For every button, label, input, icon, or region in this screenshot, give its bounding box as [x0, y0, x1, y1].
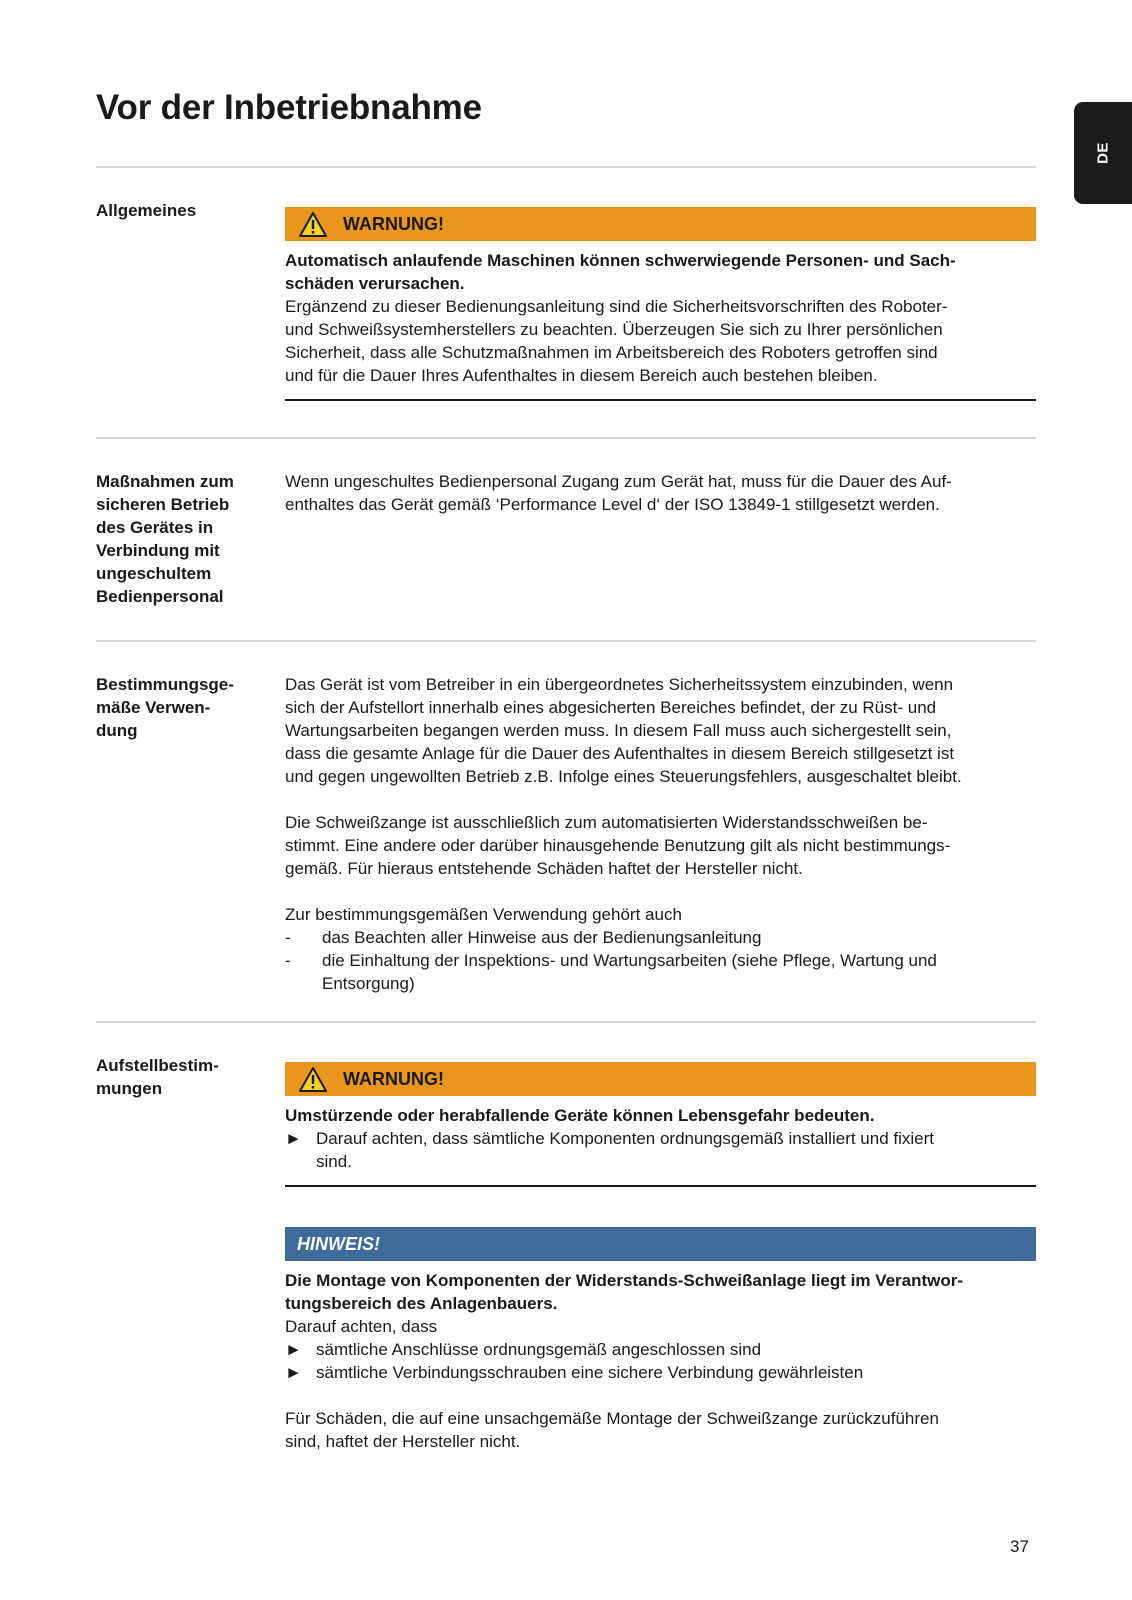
body-text: enthaltes das Gerät gemäß ‘Performance Level d‘ der ISO 13849-1 stillgesetzt werden.: [285, 495, 940, 514]
label-line: Verbindung mit: [96, 541, 220, 560]
note-headline: tungsbereich des Anlagenbauers.: [285, 1294, 558, 1313]
note-headline: Die Montage von Komponenten der Widerstands-Schweißanlage liegt im Verantwor-: [285, 1271, 964, 1290]
section-allgemeines: [285, 207, 1036, 401]
warning-text: und für die Dauer Ihres Aufenthaltes in diesem Bereich auch bestehen bleiben.: [285, 366, 878, 385]
body-text: Wartungsarbeiten begangen werden muss. In diesem Fall muss auch sichergestellt sein,: [285, 721, 952, 740]
note-text: Für Schäden, die auf eine unsachgemäße Montage der Schweißzange zurückzuführen: [285, 1409, 939, 1428]
warning-text: Sicherheit, dass alle Schutzmaßnahmen im Arbeitsbereich des Roboters getroffen sind: [285, 343, 938, 362]
arrow-right-icon: ►: [285, 1363, 302, 1382]
step-item-continued: [285, 1150, 1036, 1173]
warning-headline: schäden verursachen.: [285, 274, 465, 293]
warning-triangle-icon: [289, 211, 337, 238]
label-line: mungen: [96, 1079, 163, 1098]
label-line: Bedienpersonal: [96, 587, 224, 606]
list-item-text: das Beachten aller Hinweise aus der Bedienungsanleitung: [322, 928, 762, 947]
warning-label: WARNUNG!: [343, 1068, 444, 1089]
body-text: dass die gesamte Anlage für die Dauer des Aufenthaltes in diesem Bereich stillgesetzt ist: [285, 744, 955, 763]
step-item: [285, 1338, 1036, 1361]
step-text: sind.: [316, 1152, 352, 1171]
list-marker: -: [285, 928, 291, 947]
warning-bar: [285, 1062, 1036, 1096]
arrow-right-icon: ►: [285, 1129, 302, 1148]
body-text: Die Schweißzange ist ausschließlich zum automatisierten Widerstandsschweißen be-: [285, 813, 928, 832]
page-number: 37: [1010, 1537, 1029, 1556]
warning-label: WARNUNG!: [343, 213, 444, 234]
language-tab-label: DE: [1094, 142, 1112, 164]
step-item: [285, 1361, 1036, 1384]
body-text: und gegen ungewollten Betrieb z.B. Infolge eines Steuerungsfehlers, ausgeschaltet bleibt.: [285, 767, 962, 786]
label-line: ungeschultem: [96, 564, 212, 583]
note-label: HINWEIS!: [297, 1233, 380, 1254]
list-item-text: Entsorgung): [322, 974, 415, 993]
warning-triangle-icon: [289, 1066, 337, 1093]
body-text: gemäß. Für hieraus entstehende Schäden haftet der Hersteller nicht.: [285, 859, 803, 878]
section-label-massnahmen: [96, 470, 266, 608]
section-label-aufstell: [96, 1054, 266, 1100]
list-item: [285, 926, 1036, 949]
note-text: sind, haftet der Hersteller nicht.: [285, 1432, 521, 1451]
warning-end-rule: [285, 399, 1036, 401]
body-text: Das Gerät ist vom Betreiber in ein übergeordnetes Sicherheitssystem einzubinden, wenn: [285, 675, 954, 694]
body-text: sich der Aufstellort innerhalb eines abgesicherten Bereiches befindet, der zu Rüst- und: [285, 698, 937, 717]
warning-text: Ergänzend zu dieser Bedienungsanleitung sind die Sicherheitsvorschriften des Roboter-: [285, 297, 948, 316]
section-bestimmung: [285, 673, 1036, 995]
step-item: [285, 1127, 1036, 1150]
arrow-right-icon: ►: [285, 1340, 302, 1359]
step-text: Darauf achten, dass sämtliche Komponenten ordnungsgemäß installiert und fixiert: [316, 1129, 935, 1148]
step-text: sämtliche Anschlüsse ordnungsgemäß angeschlossen sind: [316, 1340, 762, 1359]
body-text: Zur bestimmungsgemäßen Verwendung gehört auch: [285, 905, 682, 924]
label-line: dung: [96, 721, 138, 740]
section-massnahmen: [285, 470, 1036, 516]
label-line: Maßnahmen zum: [96, 472, 234, 491]
note-text: Darauf achten, dass: [285, 1317, 438, 1336]
divider: [96, 640, 1036, 642]
list-item: [285, 949, 1036, 972]
section-label-allgemeines: Allgemeines: [96, 201, 197, 220]
note-bar: [285, 1227, 1036, 1261]
warning-headline: Umstürzende oder herabfallende Geräte können Lebensgefahr bedeuten.: [285, 1106, 875, 1125]
page-title: Vor der Inbetriebnahme: [96, 88, 482, 127]
label-line: sicheren Betrieb: [96, 495, 230, 514]
list-marker: -: [285, 951, 291, 970]
label-line: des Gerätes in: [96, 518, 214, 537]
warning-headline: Automatisch anlaufende Maschinen können schwerwiegende Personen- und Sach-: [285, 251, 956, 270]
list-item-text: die Einhaltung der Inspektions- und Wartungsarbeiten (siehe Pflege, Wartung und: [322, 951, 937, 970]
label-line: Bestimmungsge-: [96, 675, 234, 694]
warning-text: und Schweißsystemherstellers zu beachten. Überzeugen Sie sich zu Ihrer persönlichen: [285, 320, 943, 339]
body-text: stimmt. Eine andere oder darüber hinausgehende Benutzung gilt als nicht bestimmungs-: [285, 836, 951, 855]
divider: [96, 166, 1036, 168]
warning-bar: [285, 207, 1036, 241]
label-line: Aufstellbestim-: [96, 1056, 219, 1075]
divider: [96, 437, 1036, 439]
section-aufstell: [285, 1062, 1036, 1453]
body-text: Wenn ungeschultes Bedienpersonal Zugang zum Gerät hat, muss für die Dauer des Auf-: [285, 472, 952, 491]
label-line: mäße Verwen-: [96, 698, 211, 717]
step-text: sämtliche Verbindungsschrauben eine sichere Verbindung gewährleisten: [316, 1363, 864, 1382]
list-item-continued: [285, 972, 1036, 995]
divider: [96, 1021, 1036, 1023]
language-tab: [1074, 102, 1132, 204]
section-label-bestimmung: [96, 673, 266, 742]
